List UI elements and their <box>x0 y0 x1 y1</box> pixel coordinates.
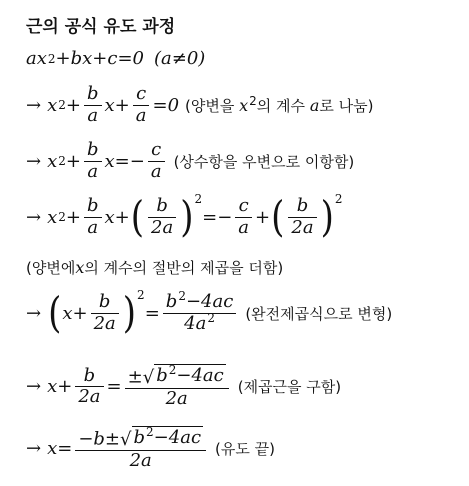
denominator: 2a <box>78 386 101 408</box>
equation-step-6 <box>26 426 275 472</box>
equation-step-5 <box>26 364 341 410</box>
denominator: a <box>135 104 147 126</box>
numerator: b <box>86 83 99 104</box>
term-x-plus: x+ <box>104 94 130 116</box>
note-step-6: (유도 끝) <box>215 440 275 459</box>
note-text: (양변을 <box>185 96 240 115</box>
arrow-icon: → <box>26 150 42 172</box>
equation-original: ax 2 +bx+c=0 (a≠0) <box>26 48 206 69</box>
note-step-1 <box>185 95 373 116</box>
fraction-b-over-2a <box>288 196 316 238</box>
equation-step-1: → x 2 + $\frac{b}{a}$ x+ $\frac{c}{a}$ =0 (양변을 $x^2$의 계수 a로 나눔) <box>26 83 374 126</box>
page-title: 근의 공식 유도 과정 <box>26 17 176 37</box>
denominator: a <box>87 160 99 182</box>
numerator: b <box>86 139 99 160</box>
term-x: x <box>47 206 58 228</box>
term-x: x <box>47 150 58 172</box>
fraction-b-over-2a <box>75 366 103 408</box>
note-step-4: (완전제곱식으로 변형) <box>245 304 393 323</box>
denominator: 2a <box>165 388 188 410</box>
fraction-c-over-a <box>235 196 252 238</box>
note-var-x: x <box>75 258 85 277</box>
exponent: 2 <box>146 425 154 439</box>
term-x-plus: x+ <box>104 206 130 228</box>
fraction-b-over-a <box>84 140 102 182</box>
denominator: 2a <box>291 216 314 238</box>
fraction-b-over-2a <box>91 292 119 334</box>
equation-step-2: → x 2 + $\frac{b}{a}$ x=− $\frac{c}{a}$ (상수항을 우변으로 이항함) <box>26 139 355 182</box>
term-rest: −4ac <box>185 291 234 312</box>
term-x-equals: x= <box>47 438 73 460</box>
numerator: b <box>98 291 111 312</box>
term-x: x <box>47 94 58 116</box>
term-ax: ax <box>26 48 47 69</box>
exponent: 2 <box>137 288 145 302</box>
sqrt-icon: √ $b^2-4ac$ <box>142 363 224 388</box>
sqrt-icon: √ $b^2-4ac$ <box>120 425 202 450</box>
term-minus-b: −b± <box>78 428 121 450</box>
exponent: 2 <box>334 192 343 206</box>
note-step-3 <box>26 257 283 278</box>
arrow-icon: → <box>26 438 42 460</box>
exponent: 2 <box>207 310 215 325</box>
denominator: 2a <box>129 450 152 472</box>
denominator: a <box>238 216 250 238</box>
note-var-x: x <box>239 95 249 115</box>
arrow-icon: → <box>26 206 42 228</box>
term-b: b <box>133 427 146 448</box>
term-4a: 4a <box>184 312 207 334</box>
exponent: 2 <box>178 289 186 303</box>
denominator: a <box>87 104 99 126</box>
fraction-c-over-a <box>148 140 165 182</box>
note-step-2: (상수항을 우변으로 이항함) <box>173 152 355 171</box>
term-b: b <box>165 291 178 312</box>
term-rest: −4ac <box>153 427 202 448</box>
denominator <box>181 310 218 335</box>
denominator: 2a <box>93 312 116 334</box>
term-x-plus: x+ <box>62 302 88 324</box>
term-rest: −4ac <box>176 365 224 386</box>
equals-zero: =0 <box>152 94 180 116</box>
numerator: b <box>296 195 309 216</box>
fraction-discriminant-over-4a2 <box>163 289 237 334</box>
equation-step-3: → x 2 + $\frac{b}{a}$ x+ ( $\frac{b}{2a}$ ) 2 =− $\frac{c}{a}$ + ( $\frac{b}{2a}$ ) 2 <box>26 192 343 243</box>
note-step-5: (제곱근을 구함) <box>237 378 342 397</box>
fraction-b-over-a <box>84 196 102 238</box>
condition: (a≠0) <box>153 48 206 69</box>
fraction-b-over-a <box>84 84 102 126</box>
numerator: b <box>83 364 96 386</box>
note-text: (양변에 <box>26 259 76 277</box>
arrow-icon: → <box>26 302 42 324</box>
exponent: 2 <box>194 192 203 206</box>
plus-minus: ± <box>127 366 143 388</box>
term-x-equals: x=− <box>104 150 145 172</box>
numerator <box>163 289 237 313</box>
equals-minus: =− <box>202 206 233 228</box>
exponent: 2 <box>249 93 257 108</box>
fraction-quadratic-formula <box>75 426 206 472</box>
denominator: a <box>150 160 162 182</box>
exponent: 2 <box>168 363 177 377</box>
equals-sign: = <box>144 302 160 324</box>
numerator: c <box>151 139 162 160</box>
numerator: c <box>238 195 249 216</box>
plus-sign: + <box>255 206 271 228</box>
term-x-plus: x+ <box>47 376 73 398</box>
numerator <box>75 426 206 450</box>
denominator: a <box>87 216 99 238</box>
numerator: b <box>156 195 168 216</box>
denominator: 2a <box>151 216 174 238</box>
fraction-root <box>125 364 229 410</box>
note-text: 의 계수 <box>256 96 310 115</box>
equals-sign: = <box>106 376 122 398</box>
fraction-c-over-a <box>133 84 150 126</box>
fraction-b-over-2a <box>148 196 176 238</box>
arrow-icon: → <box>26 376 42 398</box>
arrow-icon: → <box>26 94 42 116</box>
note-text: 로 나눔) <box>319 96 374 115</box>
numerator: b <box>86 195 99 216</box>
note-var-a: a <box>309 95 320 115</box>
term-b: b <box>156 365 168 386</box>
note-text: 의 계수의 절반의 제곱을 더함) <box>84 259 284 277</box>
numerator: c <box>136 83 147 104</box>
equation-step-4: → ( x+ $\frac{b}{2a}$ ) 2 = $\frac{b^2-4ac}{4a^2}$ (완전제곱식으로 변형) <box>26 288 393 339</box>
term-rest: +bx+c=0 <box>55 48 144 69</box>
numerator <box>125 364 229 388</box>
